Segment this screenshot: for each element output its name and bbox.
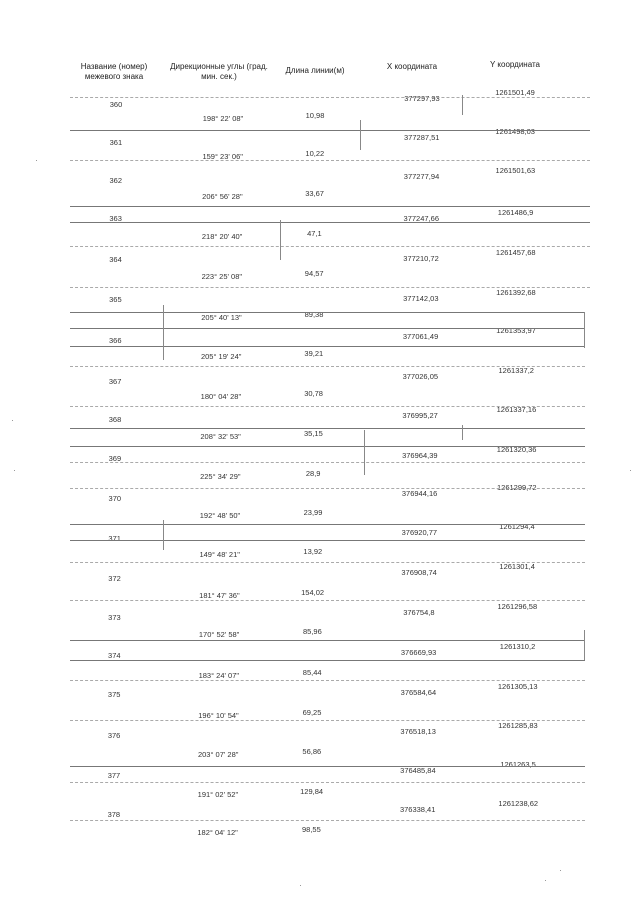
row-separator — [70, 406, 585, 407]
column-divider — [462, 95, 463, 115]
x-coordinate: 376964,39 — [402, 451, 438, 460]
directional-angle: 183° 24' 07" — [198, 671, 240, 680]
line-length: 129,84 — [300, 787, 324, 796]
line-length: 154,02 — [301, 588, 325, 597]
y-coordinate: 1261301,4 — [499, 562, 535, 571]
y-coordinate: 1261320,36 — [496, 445, 537, 454]
row-separator — [70, 287, 590, 288]
marker-number: 367 — [108, 377, 122, 386]
line-length: 10,22 — [305, 149, 325, 158]
line-length: 39,21 — [304, 349, 324, 358]
x-coordinate: 376518,13 — [400, 727, 436, 736]
directional-angle: 191° 02' 52" — [197, 790, 239, 799]
x-coordinate: 376584,64 — [400, 688, 437, 697]
x-coordinate: 377142,03 — [403, 294, 439, 303]
column-divider — [163, 520, 164, 550]
directional-angle: 223° 25' 08" — [201, 272, 243, 281]
header-name: Название (номер) межевого знака — [80, 62, 148, 81]
line-length: 35,15 — [304, 429, 323, 438]
row-separator — [70, 640, 585, 641]
x-coordinate: 376669,93 — [400, 648, 437, 657]
directional-angle: 205° 40' 13" — [201, 313, 242, 322]
row-separator — [70, 540, 585, 541]
y-coordinate: 1261392,68 — [496, 288, 536, 297]
y-coordinate: 1261305,13 — [497, 682, 538, 691]
marker-number: 368 — [108, 415, 122, 424]
marker-number: 366 — [109, 336, 122, 345]
row-separator — [70, 97, 590, 98]
line-length: 28,9 — [305, 469, 321, 478]
y-coordinate: 1261299,72 — [496, 483, 537, 492]
scan-speck — [14, 470, 15, 471]
x-coordinate: 377287,51 — [404, 133, 440, 142]
line-length: 98,55 — [302, 825, 321, 834]
marker-number: 360 — [109, 100, 123, 109]
directional-angle: 225° 34' 29" — [200, 472, 241, 481]
column-divider — [360, 120, 361, 150]
header-length: Длина линии(м) — [285, 66, 345, 75]
y-coordinate: 1261263,5 — [500, 760, 536, 769]
marker-number: 374 — [108, 651, 121, 660]
row-separator — [70, 222, 590, 223]
row-separator — [70, 328, 585, 329]
column-divider — [364, 430, 365, 475]
directional-angle: 170° 52' 58" — [198, 630, 240, 639]
directional-angle: 205° 19' 24" — [200, 352, 242, 361]
row-separator — [70, 720, 585, 721]
y-coordinate: 1261486,9 — [497, 208, 534, 217]
row-separator — [70, 680, 585, 681]
row-separator — [70, 766, 585, 767]
column-divider — [280, 220, 281, 260]
marker-number: 372 — [108, 574, 121, 583]
directional-angle: 203° 07' 28" — [197, 750, 239, 759]
directional-angle: 218° 20' 40" — [201, 232, 243, 241]
row-separator — [70, 782, 585, 783]
scan-speck — [300, 885, 301, 886]
marker-number: 370 — [108, 494, 122, 503]
y-coordinate: 1261457,68 — [495, 248, 536, 257]
directional-angle: 149° 48' 21" — [199, 550, 240, 559]
marker-number: 371 — [108, 534, 121, 543]
row-separator — [70, 428, 585, 429]
directional-angle: 198° 22' 08" — [202, 114, 244, 123]
scan-speck — [545, 880, 546, 881]
column-divider — [462, 425, 463, 440]
y-coordinate: 1261501,49 — [495, 88, 535, 97]
marker-number: 369 — [108, 454, 122, 463]
row-separator — [70, 488, 585, 489]
line-length: 85,96 — [303, 627, 322, 636]
line-length: 89,38 — [304, 310, 324, 319]
marker-number: 365 — [109, 295, 122, 304]
header-y: Y координата — [489, 60, 541, 69]
row-separator — [70, 660, 585, 661]
header-x: X координата — [386, 62, 438, 71]
marker-number: 375 — [107, 690, 121, 699]
line-length: 85,44 — [302, 668, 322, 677]
marker-number: 364 — [109, 255, 122, 264]
row-separator — [70, 562, 585, 563]
row-separator — [70, 206, 590, 207]
scan-speck — [36, 160, 37, 161]
marker-number: 373 — [108, 613, 121, 622]
y-coordinate: 1261498,03 — [495, 127, 535, 136]
x-coordinate: 376944,16 — [401, 489, 438, 498]
row-separator — [70, 600, 585, 601]
x-coordinate: 376754,8 — [403, 608, 435, 617]
marker-number: 363 — [109, 214, 122, 223]
directional-angle: 180° 04' 28" — [200, 392, 242, 401]
line-length: 10,98 — [305, 111, 325, 120]
y-coordinate: 1261310,2 — [499, 642, 536, 651]
x-coordinate: 376485,84 — [400, 766, 436, 775]
marker-number: 376 — [107, 731, 121, 740]
row-separator — [70, 462, 585, 463]
column-divider — [163, 305, 164, 360]
y-coordinate: 1261294,4 — [499, 522, 535, 531]
line-length: 23,99 — [303, 508, 323, 517]
x-coordinate: 376908,74 — [401, 568, 437, 577]
x-coordinate: 377297,93 — [404, 94, 440, 103]
row-separator — [70, 312, 585, 313]
marker-number: 362 — [109, 176, 122, 185]
line-length: 13,92 — [303, 547, 323, 556]
marker-number: 361 — [109, 138, 123, 147]
x-coordinate: 376338,41 — [399, 805, 436, 814]
row-separator — [70, 346, 585, 347]
x-coordinate: 376920,77 — [401, 528, 438, 537]
directional-angle: 192° 48' 50" — [199, 511, 241, 520]
y-coordinate: 1261353,97 — [496, 326, 536, 335]
directional-angle: 208° 32' 53" — [200, 432, 241, 441]
scan-speck — [630, 470, 631, 471]
directional-angle: 196° 10' 54" — [198, 711, 239, 720]
scan-speck — [560, 870, 561, 871]
x-coordinate: 377210,72 — [403, 254, 439, 263]
row-separator — [70, 160, 590, 161]
y-coordinate: 1261337,16 — [496, 405, 537, 414]
y-coordinate: 1261337,2 — [498, 366, 534, 375]
y-coordinate: 1261501,63 — [495, 166, 536, 175]
row-separator — [70, 366, 585, 367]
y-coordinate: 1261296,58 — [497, 602, 538, 611]
row-separator — [70, 524, 585, 525]
column-divider — [584, 312, 585, 348]
directional-angle: 206° 56' 28" — [202, 192, 243, 201]
directional-angle: 159° 23' 06" — [202, 152, 243, 161]
row-separator — [70, 130, 590, 131]
header-angles: Дирекционные углы (град. мин. сек.) — [170, 62, 268, 81]
row-separator — [70, 246, 590, 247]
line-length: 56,86 — [302, 747, 322, 756]
line-length: 94,57 — [304, 269, 324, 278]
row-separator — [70, 446, 585, 447]
directional-angle: 181° 47' 36" — [199, 591, 240, 600]
x-coordinate: 376995,27 — [402, 411, 438, 420]
line-length: 33,67 — [305, 189, 324, 198]
scan-speck — [12, 420, 13, 421]
directional-angle: 182° 04' 12" — [197, 828, 238, 837]
column-divider — [584, 630, 585, 660]
x-coordinate: 377277,94 — [403, 172, 440, 181]
line-length: 47,1 — [307, 229, 322, 238]
x-coordinate: 377247,66 — [403, 214, 439, 223]
y-coordinate: 1261285,83 — [498, 721, 538, 730]
line-length: 69,25 — [302, 708, 322, 717]
marker-number: 377 — [107, 771, 121, 780]
x-coordinate: 377061,49 — [402, 332, 439, 341]
x-coordinate: 377026,05 — [402, 372, 439, 381]
line-length: 30,78 — [304, 389, 323, 398]
row-separator — [70, 820, 585, 821]
y-coordinate: 1261238,62 — [498, 799, 539, 808]
marker-number: 378 — [107, 810, 121, 819]
